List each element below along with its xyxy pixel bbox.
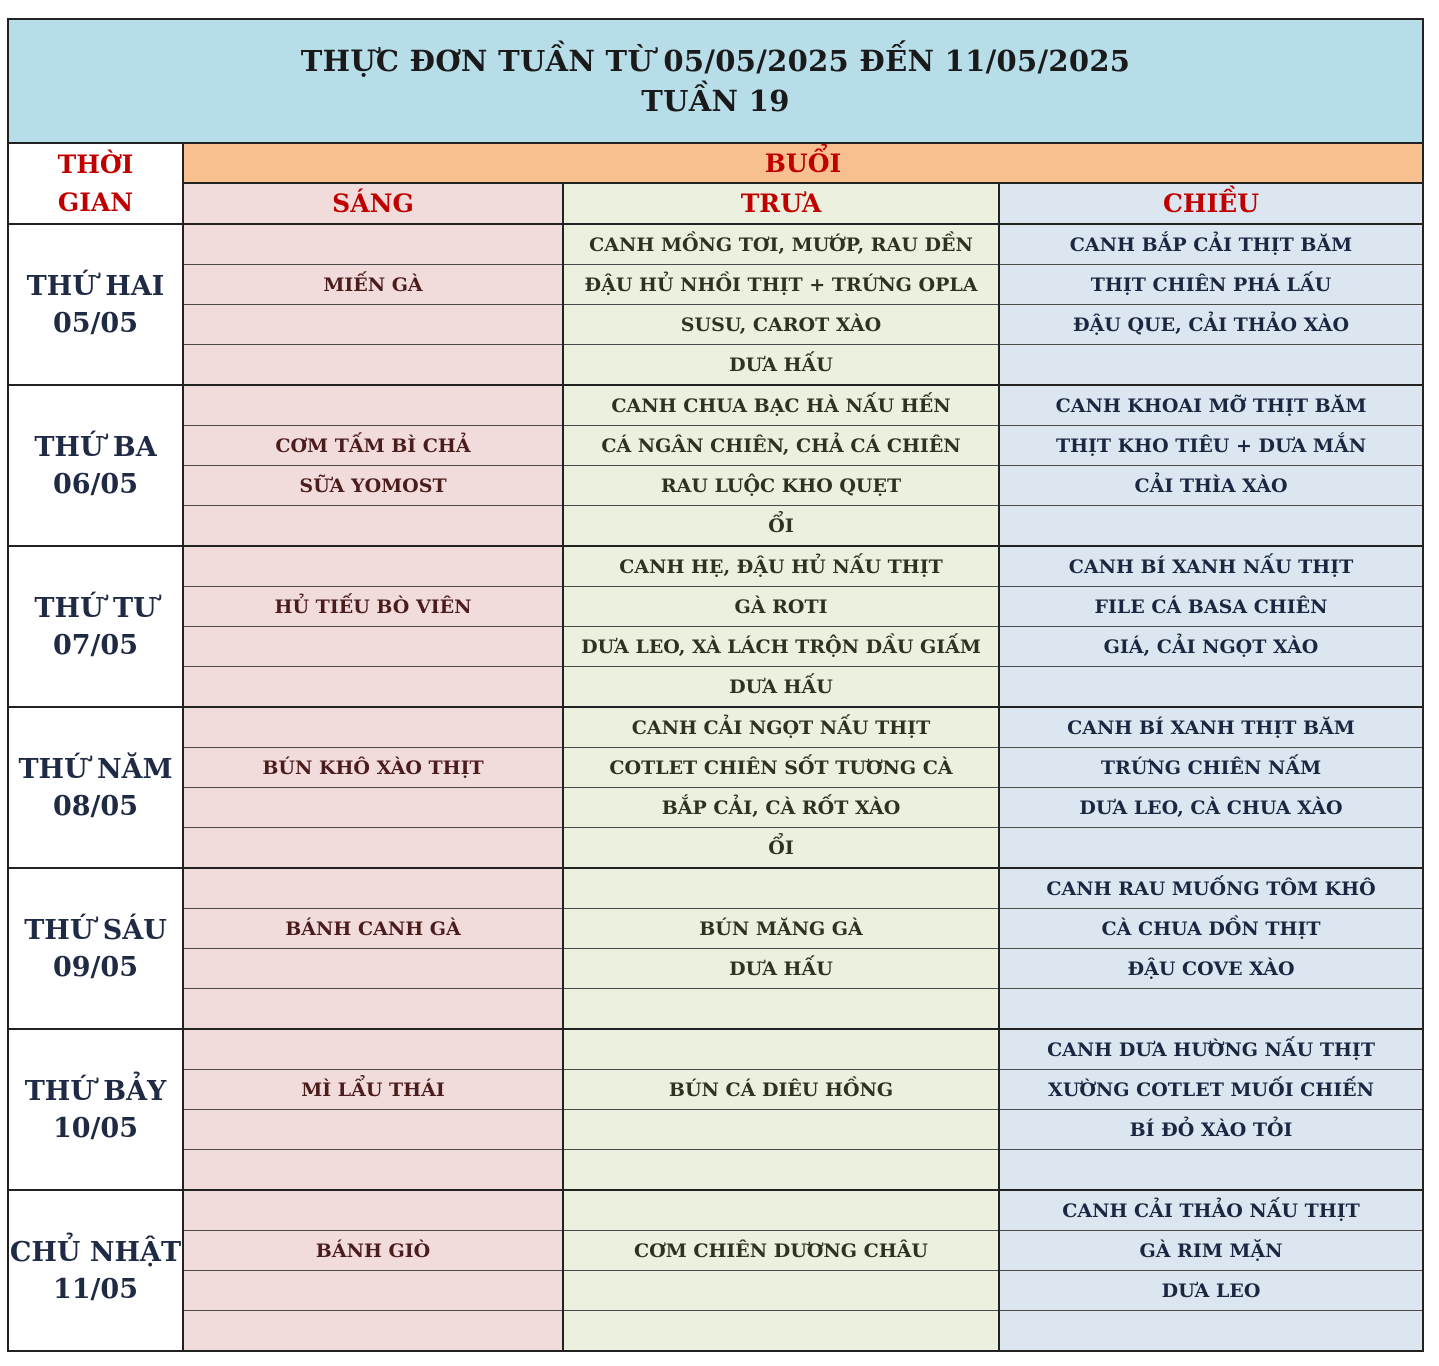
noon-column-header: TRƯA xyxy=(563,183,999,224)
morning-dish xyxy=(183,1150,563,1191)
afternoon-dish xyxy=(999,345,1423,386)
noon-dish xyxy=(563,989,999,1030)
afternoon-dish: XƯỜNG COTLET MUỐI CHIẾN xyxy=(999,1070,1423,1110)
morning-dish xyxy=(183,1110,563,1150)
afternoon-dish: DƯA LEO xyxy=(999,1271,1423,1311)
table-row xyxy=(8,1070,1423,1110)
noon-dish: CANH CHUA BẠC HÀ NẤU HẾN xyxy=(563,385,999,426)
day-date: 11/05 xyxy=(52,1273,138,1305)
morning-column-header: SÁNG xyxy=(183,183,563,224)
noon-dish: DƯA HẤU xyxy=(563,345,999,386)
morning-dish xyxy=(183,1190,563,1231)
afternoon-dish: CẢI THÌA XÀO xyxy=(999,466,1423,506)
morning-dish xyxy=(183,1271,563,1311)
table-row xyxy=(8,627,1423,667)
table-row xyxy=(8,385,1423,426)
noon-dish: DƯA LEO, XÀ LÁCH TRỘN DẦU GIẤM xyxy=(563,627,999,667)
morning-dish xyxy=(183,224,563,265)
morning-dish: BÚN KHÔ XÀO THỊT xyxy=(183,748,563,788)
noon-dish: DƯA HẤU xyxy=(563,949,999,989)
afternoon-dish: TRỨNG CHIÊN NẤM xyxy=(999,748,1423,788)
noon-dish: CANH MỒNG TƠI, MƯỚP, RAU DỀN xyxy=(563,224,999,265)
menu-title xyxy=(8,19,1423,143)
table-row xyxy=(8,667,1423,708)
table-row xyxy=(8,224,1423,265)
table-row xyxy=(8,949,1423,989)
day-name: THỨ NĂM xyxy=(18,753,173,785)
day-label-cell xyxy=(8,868,183,1029)
afternoon-dish xyxy=(999,667,1423,708)
table-row xyxy=(8,506,1423,547)
morning-dish xyxy=(183,1029,563,1070)
noon-dish: ĐẬU HỦ NHỒI THỊT + TRỨNG OPLA xyxy=(563,265,999,305)
afternoon-dish: ĐẬU QUE, CẢI THẢO XÀO xyxy=(999,305,1423,345)
morning-dish xyxy=(183,667,563,708)
afternoon-dish xyxy=(999,1311,1423,1352)
table-row xyxy=(8,426,1423,466)
morning-dish xyxy=(183,345,563,386)
noon-dish: CƠM CHIÊN DƯƠNG CHÂU xyxy=(563,1231,999,1271)
noon-dish xyxy=(563,1150,999,1191)
afternoon-dish: CANH BÍ XANH THỊT BĂM xyxy=(999,707,1423,748)
table-row xyxy=(8,1150,1423,1191)
table-row xyxy=(8,1190,1423,1231)
afternoon-dish xyxy=(999,506,1423,547)
morning-dish: HỦ TIẾU BÒ VIÊN xyxy=(183,587,563,627)
afternoon-dish: GÀ RIM MẶN xyxy=(999,1231,1423,1271)
day-label-cell xyxy=(8,224,183,385)
table-row xyxy=(8,707,1423,748)
session-group-header: BUỔI xyxy=(183,143,1423,183)
afternoon-dish: GIÁ, CẢI NGỌT XÀO xyxy=(999,627,1423,667)
table-row xyxy=(8,788,1423,828)
table-row xyxy=(8,587,1423,627)
afternoon-dish: DƯA LEO, CÀ CHUA XÀO xyxy=(999,788,1423,828)
table-row xyxy=(8,305,1423,345)
noon-dish: SUSU, CAROT XÀO xyxy=(563,305,999,345)
noon-dish xyxy=(563,1311,999,1352)
menu-title-week: TUẦN 19 xyxy=(641,84,790,118)
noon-dish xyxy=(563,868,999,909)
table-row xyxy=(8,989,1423,1030)
menu-title-line1: THỰC ĐƠN TUẦN TỪ 05/05/2025 ĐẾN 11/05/2025 xyxy=(300,44,1131,78)
weekly-menu-table xyxy=(7,18,1424,1352)
afternoon-dish: CANH BẮP CẢI THỊT BĂM xyxy=(999,224,1423,265)
table-row xyxy=(8,546,1423,587)
afternoon-dish: THỊT KHO TIÊU + DƯA MẮN xyxy=(999,426,1423,466)
morning-dish: CƠM TẤM BÌ CHẢ xyxy=(183,426,563,466)
day-name: CHỦ NHẬT xyxy=(9,1236,182,1268)
afternoon-dish: CANH KHOAI MỠ THỊT BĂM xyxy=(999,385,1423,426)
noon-dish: BÚN CÁ DIÊU HỒNG xyxy=(563,1070,999,1110)
day-name: THỨ BA xyxy=(34,431,157,463)
day-label-cell xyxy=(8,546,183,707)
day-date: 07/05 xyxy=(52,629,138,661)
morning-dish xyxy=(183,1311,563,1352)
noon-dish: COTLET CHIÊN SỐT TƯƠNG CÀ xyxy=(563,748,999,788)
noon-dish: RAU LUỘC KHO QUẸT xyxy=(563,466,999,506)
table-row xyxy=(8,466,1423,506)
time-header-line1: THỜI xyxy=(57,149,134,179)
time-column-header xyxy=(8,143,183,224)
noon-dish: CANH HẸ, ĐẬU HỦ NẤU THỊT xyxy=(563,546,999,587)
table-row xyxy=(8,1231,1423,1271)
morning-dish xyxy=(183,707,563,748)
noon-dish: CÁ NGÂN CHIÊN, CHẢ CÁ CHIÊN xyxy=(563,426,999,466)
noon-dish xyxy=(563,1110,999,1150)
morning-dish xyxy=(183,828,563,869)
day-date: 08/05 xyxy=(52,790,138,822)
morning-dish: SỮA YOMOST xyxy=(183,466,563,506)
afternoon-dish: FILE CÁ BASA CHIÊN xyxy=(999,587,1423,627)
noon-dish: BÚN MĂNG GÀ xyxy=(563,909,999,949)
table-row xyxy=(8,909,1423,949)
afternoon-dish: ĐẬU COVE XÀO xyxy=(999,949,1423,989)
time-header-line2: GIAN xyxy=(57,187,134,217)
afternoon-column-header: CHIỀU xyxy=(999,183,1423,224)
morning-dish xyxy=(183,989,563,1030)
afternoon-dish xyxy=(999,828,1423,869)
noon-dish xyxy=(563,1271,999,1311)
day-date: 06/05 xyxy=(52,468,138,500)
noon-dish xyxy=(563,1190,999,1231)
morning-dish xyxy=(183,546,563,587)
day-label-cell xyxy=(8,707,183,868)
noon-dish: ỔI xyxy=(563,506,999,547)
day-date: 09/05 xyxy=(52,951,138,983)
day-name: THỨ HAI xyxy=(26,270,165,302)
morning-dish: BÁNH GIÒ xyxy=(183,1231,563,1271)
table-row xyxy=(8,1029,1423,1070)
table-row xyxy=(8,868,1423,909)
day-label-cell xyxy=(8,1190,183,1351)
morning-dish xyxy=(183,506,563,547)
day-label-cell xyxy=(8,385,183,546)
afternoon-dish: CÀ CHUA DỒN THỊT xyxy=(999,909,1423,949)
morning-dish: MIẾN GÀ xyxy=(183,265,563,305)
table-row xyxy=(8,1271,1423,1311)
afternoon-dish xyxy=(999,1150,1423,1191)
morning-dish xyxy=(183,627,563,667)
table-row xyxy=(8,748,1423,788)
morning-dish xyxy=(183,949,563,989)
table-row xyxy=(8,265,1423,305)
menu-body xyxy=(8,224,1423,1351)
noon-dish: BẮP CẢI, CÀ RỐT XÀO xyxy=(563,788,999,828)
day-name: THỨ TƯ xyxy=(34,592,157,624)
afternoon-dish: CANH RAU MUỐNG TÔM KHÔ xyxy=(999,868,1423,909)
afternoon-dish: BÍ ĐỎ XÀO TỎI xyxy=(999,1110,1423,1150)
table-row xyxy=(8,1110,1423,1150)
day-name: THỨ BẢY xyxy=(24,1075,167,1107)
day-date: 05/05 xyxy=(52,307,138,339)
day-date: 10/05 xyxy=(52,1112,138,1144)
morning-dish xyxy=(183,788,563,828)
morning-dish xyxy=(183,305,563,345)
morning-dish: MÌ LẨU THÁI xyxy=(183,1070,563,1110)
table-row xyxy=(8,1311,1423,1352)
table-row xyxy=(8,828,1423,869)
morning-dish xyxy=(183,868,563,909)
noon-dish xyxy=(563,1029,999,1070)
noon-dish: ỔI xyxy=(563,828,999,869)
afternoon-dish: CANH DƯA HƯỜNG NẤU THỊT xyxy=(999,1029,1423,1070)
afternoon-dish: CANH BÍ XANH NẤU THỊT xyxy=(999,546,1423,587)
afternoon-dish: CANH CẢI THẢO NẤU THỊT xyxy=(999,1190,1423,1231)
day-label-cell xyxy=(8,1029,183,1190)
morning-dish xyxy=(183,385,563,426)
noon-dish: CANH CẢI NGỌT NẤU THỊT xyxy=(563,707,999,748)
noon-dish: GÀ ROTI xyxy=(563,587,999,627)
morning-dish: BÁNH CANH GÀ xyxy=(183,909,563,949)
noon-dish: DƯA HẤU xyxy=(563,667,999,708)
day-name: THỨ SÁU xyxy=(24,914,167,946)
table-row xyxy=(8,345,1423,386)
afternoon-dish xyxy=(999,989,1423,1030)
afternoon-dish: THỊT CHIÊN PHÁ LẤU xyxy=(999,265,1423,305)
